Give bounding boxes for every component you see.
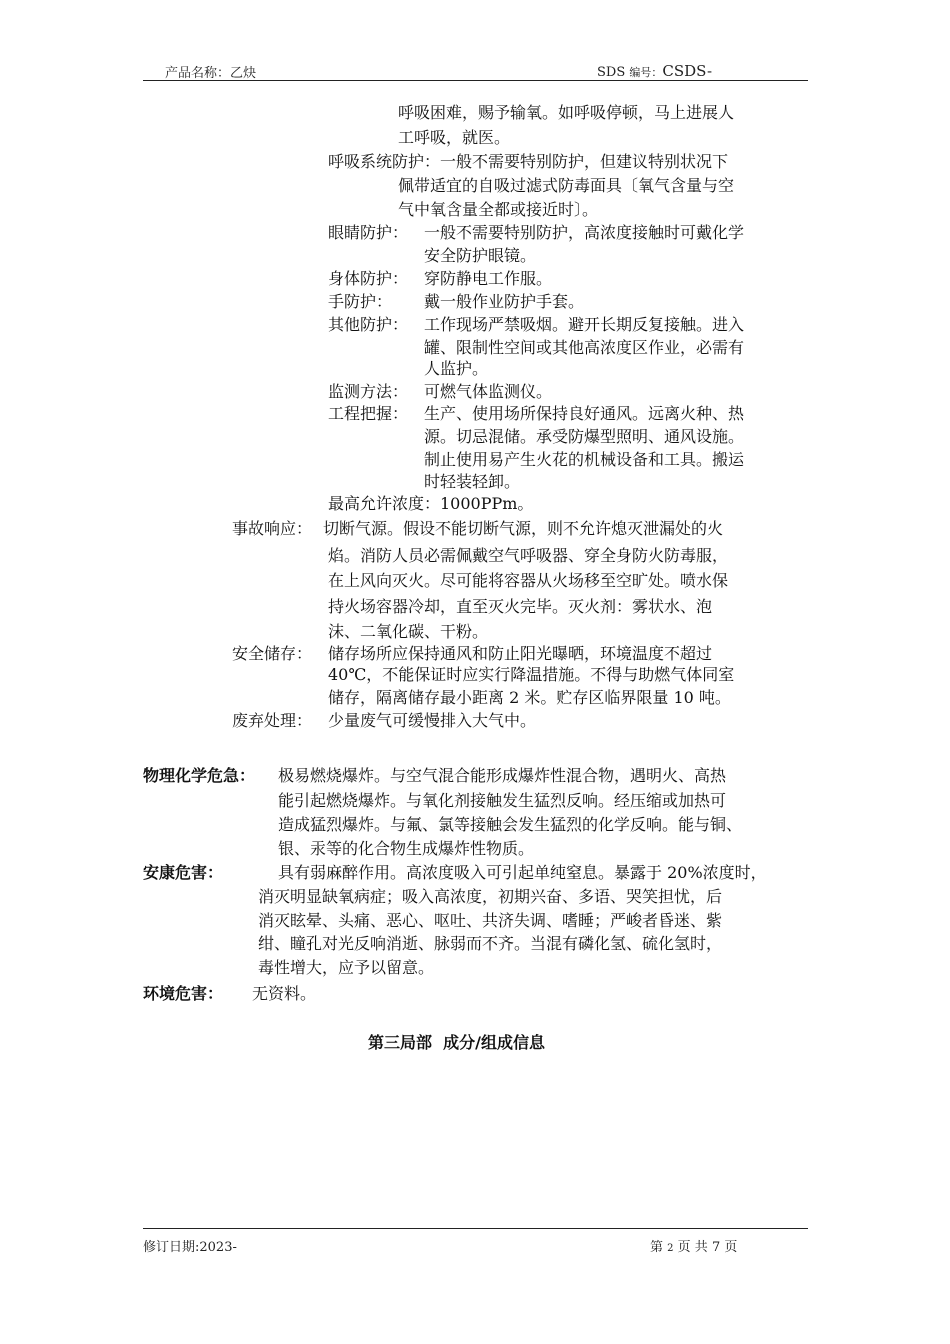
hand-text: 戴一般作业防护手套。 xyxy=(424,292,585,311)
health-line-2: 消灭明显缺氧病症；吸入高浓度，初期兴奋、多语、哭笑担忧，后 xyxy=(258,887,723,906)
monitor-label: 监测方法： xyxy=(328,382,409,401)
physchem-label: 物理化学危急： xyxy=(143,766,256,785)
accident-line-2: 焰。消防人员必需佩戴空气呼吸器、穿全身防火防毒服， xyxy=(328,546,729,565)
first-aid-line-1: 呼吸困难，赐予输氧。如呼吸停顿，马上进展人 xyxy=(398,103,735,122)
sds-prefix: SDS xyxy=(597,65,626,80)
accident-line-1: 切断气源。假设不能切断气源，则不允许熄灭泄漏处的火 xyxy=(323,519,724,538)
engineering-line-4: 时轻装轻卸。 xyxy=(424,472,521,491)
health-line-1: 具有弱麻醉作用。高浓度吸入可引起单纯窒息。暴露于 20%浓度时， xyxy=(278,863,767,882)
eye-label: 眼睛防护： xyxy=(328,223,409,242)
storage-line-2: 40℃，不能保证时应实行降温措施。不得与助燃气体同室 xyxy=(328,665,735,684)
engineering-line-2: 源。切忌混储。承受防爆型照明、通风设施。 xyxy=(424,427,745,446)
other-line-3: 人监护。 xyxy=(424,359,489,378)
body-text: 穿防静电工作服。 xyxy=(424,269,553,288)
page-total: 7 xyxy=(711,1240,721,1255)
product-name: 产品名称：乙炔 xyxy=(165,66,257,81)
environment-text: 无资料。 xyxy=(252,984,317,1003)
engineering-line-1: 生产、使用场所保持良好通风。远离火种、热 xyxy=(424,404,745,423)
respiratory-line-1: 一般不需要特别防护，但建议特别状况下 xyxy=(440,152,729,171)
number-value: CSDS- xyxy=(662,62,713,80)
page-counter xyxy=(650,1236,737,1255)
respiratory-line-2: 佩带适宜的自吸过滤式防毒面具〔氧气含量与空 xyxy=(398,176,735,195)
page-prefix: 第 xyxy=(650,1240,664,1255)
number-label: 编号： xyxy=(629,66,663,79)
respiratory-label: 呼吸系统防护： xyxy=(328,152,441,171)
accident-line-4: 持火场容器冷却，直至灭火完毕。灭火剂：雾状水、泡 xyxy=(328,597,713,616)
disposal-label: 废弃处理： xyxy=(232,711,313,730)
engineering-label: 工程把握： xyxy=(328,404,409,423)
first-aid-line-2: 工呼吸，就医。 xyxy=(398,128,511,147)
max-concentration: 最高允许浓度：1000PPm。 xyxy=(328,494,534,513)
health-line-5: 毒性增大，应予以留意。 xyxy=(258,958,435,977)
respiratory-line-3: 气中氧含量全都或接近时〕。 xyxy=(398,200,599,219)
revision-date: 修订日期:2023- xyxy=(143,1240,237,1255)
monitor-text: 可燃气体监测仪。 xyxy=(424,382,553,401)
footer-rule xyxy=(143,1228,808,1229)
physchem-line-3: 造成猛烈爆炸。与氟、氯等接触会发生猛烈的化学反响。能与铜、 xyxy=(278,815,743,834)
eye-line-1: 一般不需要特别防护，高浓度接触时可戴化学 xyxy=(424,223,745,242)
disposal-text: 少量废气可缓慢排入大气中。 xyxy=(328,711,537,730)
health-line-4: 绀、瞳孔对光反响消逝、脉弱而不齐。当混有磷化氢、硫化氢时， xyxy=(258,934,723,953)
physchem-line-2: 能引起燃烧爆炸。与氧化剂接触发生猛烈反响。经压缩或加热可 xyxy=(278,791,727,810)
accident-line-5: 沫、二氧化碳、干粉。 xyxy=(328,622,489,641)
storage-label: 安全储存： xyxy=(232,644,313,663)
body-label: 身体防护： xyxy=(328,269,409,288)
health-line-3: 消灭眩晕、头痛、恶心、呕吐、共济失调、嗜睡；严峻者昏迷、紫 xyxy=(258,911,723,930)
engineering-line-3: 制止使用易产生火花的机械设备和工具。搬运 xyxy=(424,450,745,469)
other-line-2: 罐、限制性空间或其他高浓度区作业，必需有 xyxy=(424,338,745,357)
sds-number xyxy=(597,62,712,80)
storage-line-3: 储存，隔离储存最小距离 2 米。贮存区临界限量 10 吨。 xyxy=(328,688,731,707)
page-suffix: 页 xyxy=(724,1240,738,1255)
section-title: 第三局部 成分/组成信息 xyxy=(368,1033,545,1052)
hand-label: 手防护： xyxy=(328,292,393,311)
accident-label: 事故响应： xyxy=(232,519,313,538)
header-rule xyxy=(143,80,808,81)
physchem-line-4: 银、汞等的化合物生成爆炸性物质。 xyxy=(278,839,535,858)
page-mid: 页 共 xyxy=(677,1240,708,1255)
eye-line-2: 安全防护眼镜。 xyxy=(424,246,537,265)
environment-label: 环境危害： xyxy=(143,984,224,1003)
physchem-line-1: 极易燃烧爆炸。与空气混合能形成爆炸性混合物，遇明火、高热 xyxy=(278,766,727,785)
other-line-1: 工作现场严禁吸烟。避开长期反复接触。进入 xyxy=(424,315,745,334)
health-label: 安康危害： xyxy=(143,863,224,882)
page-current: 2 xyxy=(667,1243,674,1254)
storage-line-1: 储存场所应保持通风和防止阳光曝晒，环境温度不超过 xyxy=(328,644,713,663)
accident-line-3: 在上风向灭火。尽可能将容器从火场移至空旷处。喷水保 xyxy=(328,571,729,590)
other-label: 其他防护： xyxy=(328,315,409,334)
